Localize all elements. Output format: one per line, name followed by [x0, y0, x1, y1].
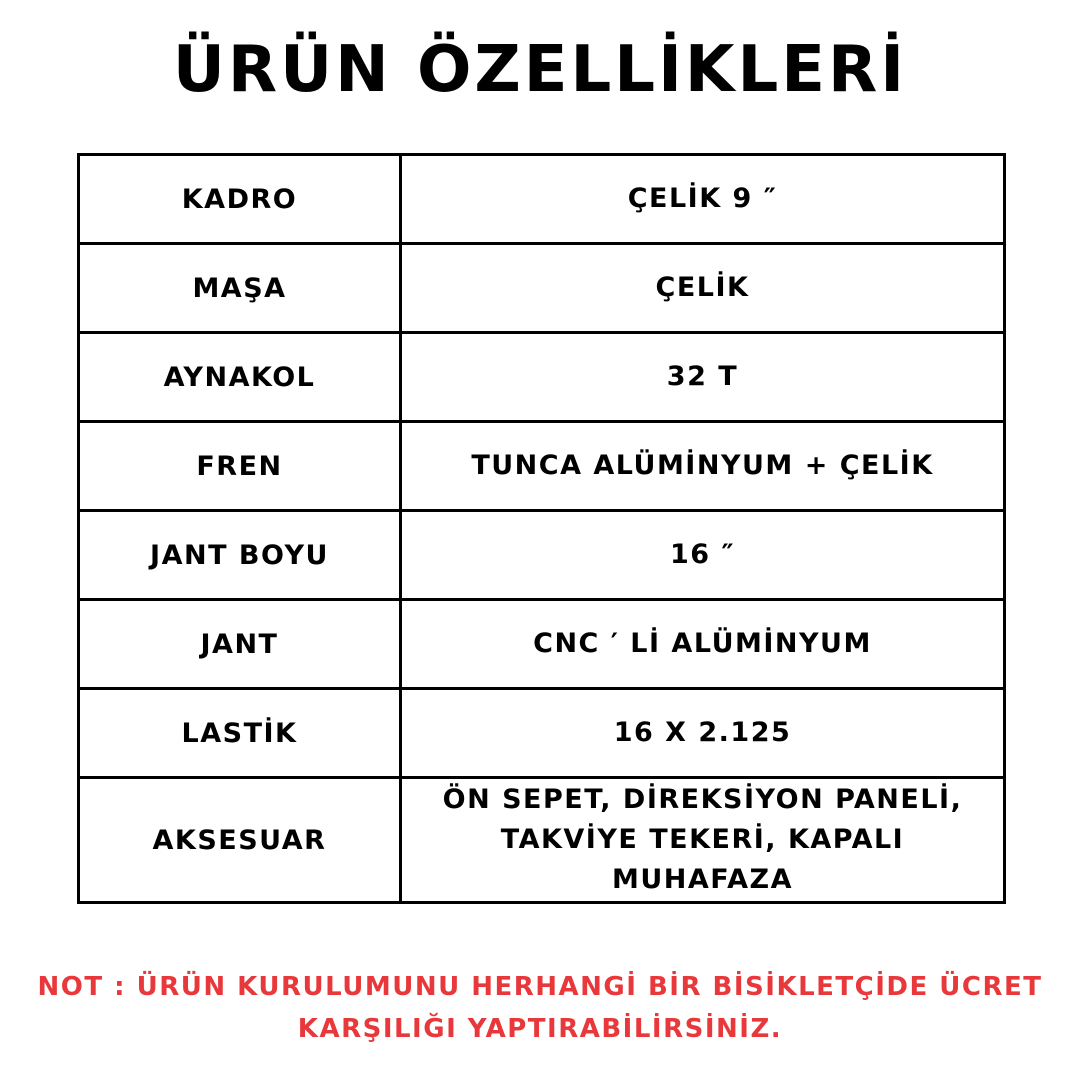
spec-label: FREN: [79, 422, 401, 511]
spec-value: 16 X 2.125: [401, 689, 1005, 778]
spec-value: ÇELİK: [401, 244, 1005, 333]
table-row: [79, 422, 1005, 511]
spec-value: 32 T: [401, 333, 1005, 422]
spec-label: JANT BOYU: [79, 511, 401, 600]
spec-value: CNC ′ Lİ ALÜMİNYUM: [401, 600, 1005, 689]
spec-value: TUNCA ALÜMİNYUM + ÇELİK: [401, 422, 1005, 511]
table-row: [79, 689, 1005, 778]
spec-value: 16 ″: [401, 511, 1005, 600]
spec-label: AKSESUAR: [79, 778, 401, 903]
spec-label: MAŞA: [79, 244, 401, 333]
table-row: [79, 778, 1005, 903]
spec-value: ÇELİK 9 ″: [401, 155, 1005, 244]
note-line: KARŞILIĞI YAPTIRABİLİRSİNİZ.: [297, 1014, 783, 1044]
table-row: [79, 155, 1005, 244]
table-row: [79, 333, 1005, 422]
spec-value: ÖN SEPET, DİREKSİYON PANELİ, TAKVİYE TEKERİ, KAPALI MUHAFAZA: [401, 778, 1005, 903]
assembly-note: [0, 966, 1080, 1050]
spec-label: JANT: [79, 600, 401, 689]
note-line: NOT : ÜRÜN KURULUMUNU HERHANGİ BİR BİSİKLETÇİDE ÜCRET: [37, 972, 1043, 1002]
spec-label: AYNAKOL: [79, 333, 401, 422]
spec-label: LASTİK: [79, 689, 401, 778]
table-row: [79, 511, 1005, 600]
table-row: [79, 600, 1005, 689]
table-row: [79, 244, 1005, 333]
spec-label: KADRO: [79, 155, 401, 244]
spec-table: [77, 153, 1006, 904]
page-title: ÜRÜN ÖZELLİKLERİ: [172, 33, 908, 107]
